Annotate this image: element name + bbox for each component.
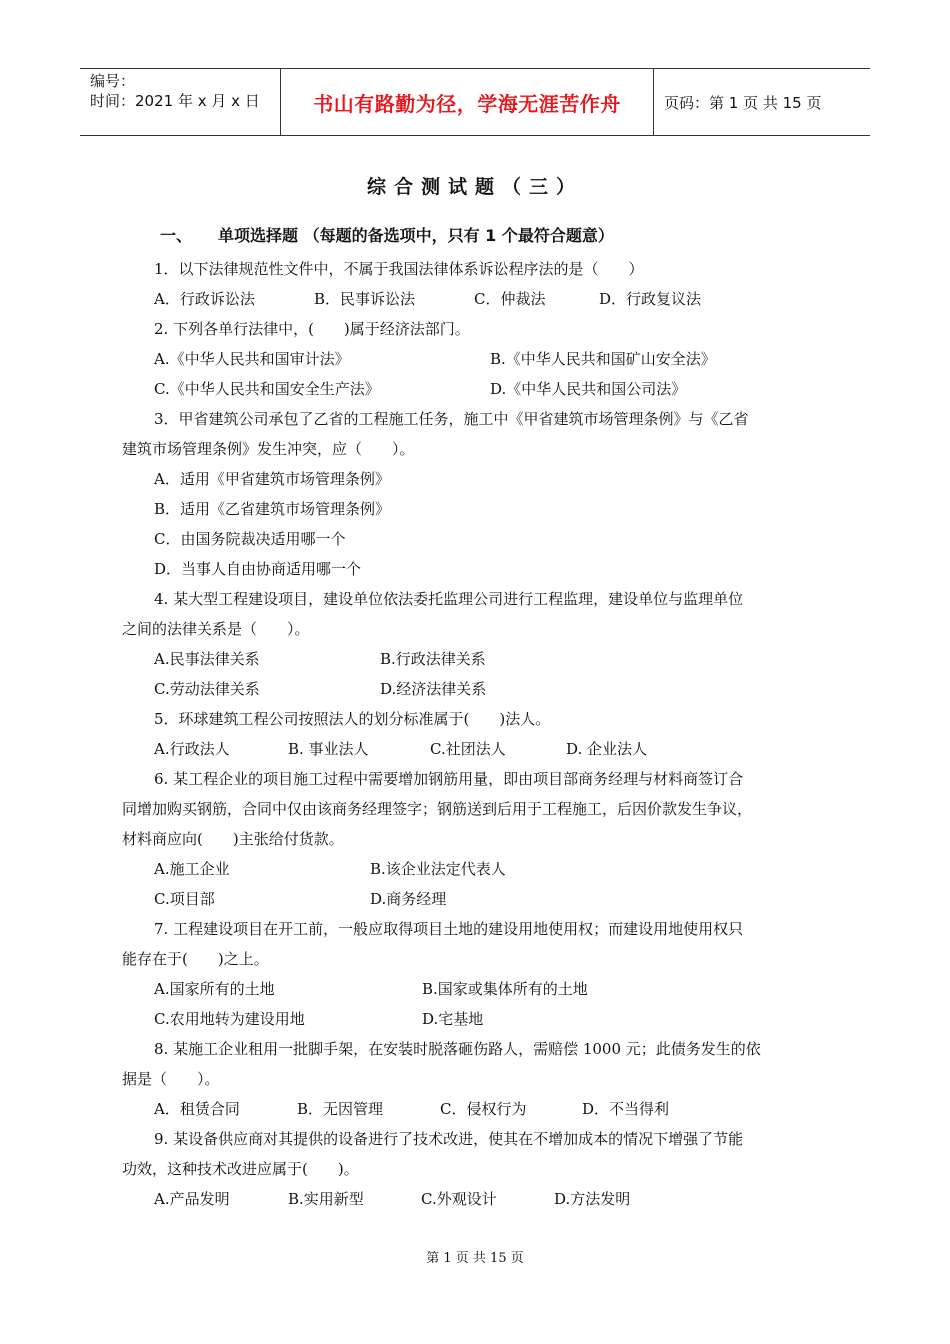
option: D.宅基地	[422, 1010, 484, 1028]
question-9-stem: 功效，这种技术改进应属于( )。	[122, 1160, 359, 1178]
question-3-stem: 建筑市场管理条例》发生冲突，应（ ）。	[122, 440, 415, 458]
question-7-options-row	[122, 1004, 832, 1034]
question-3-options-row	[122, 524, 832, 554]
question-1-options-row	[122, 284, 832, 314]
questions-list	[122, 254, 832, 1214]
question-9-options-row	[122, 1184, 832, 1214]
option: B.国家或集体所有的土地	[422, 980, 588, 998]
option: C．侵权行为	[440, 1100, 527, 1118]
option: B.行政法律关系	[380, 650, 486, 668]
question-8-options-row	[122, 1094, 832, 1124]
question-4-stem: 4. 某大型工程建设项目，建设单位依法委托监理公司进行工程监理，建设单位与监理单位	[154, 590, 744, 608]
question-1-stem: 1．以下法律规范性文件中，不属于我国法律体系诉讼程序法的是（ ）	[154, 260, 644, 278]
question-8-stem: 8. 某施工企业租用一批脚手架，在安装时脱落砸伤路人，需赔偿 1000 元；此债务发生的依	[154, 1040, 761, 1058]
header-motto: 书山有路勤为径，学海无涯苦作舟	[280, 69, 654, 135]
option: C.外观设计	[421, 1190, 497, 1208]
section-number: 一、	[160, 226, 193, 245]
question-8-stem: 据是（ ）。	[122, 1070, 220, 1088]
option: D.商务经理	[370, 890, 447, 908]
question-5-stem: 5．环球建筑工程公司按照法人的划分标准属于( )法人。	[154, 710, 551, 728]
question-6-stem: 6. 某工程企业的项目施工过程中需要增加钢筋用量，即由项目部商务经理与材料商签订合	[154, 770, 744, 788]
option: D.经济法律关系	[380, 680, 487, 698]
option: A．行政诉讼法	[154, 290, 255, 308]
question-4-stem: 之间的法律关系是（ ）。	[122, 620, 310, 638]
header-table	[80, 68, 870, 136]
option: A.施工企业	[154, 860, 230, 878]
option: B．无因管理	[297, 1100, 384, 1118]
option: B.实用新型	[288, 1190, 364, 1208]
option: C.社团法人	[430, 740, 506, 758]
option: A.产品发明	[154, 1190, 230, 1208]
question-5-options-row	[122, 734, 832, 764]
option: B．适用《乙省建筑市场管理条例》	[154, 500, 391, 518]
option: A.行政法人	[154, 740, 230, 758]
option: A.民事法律关系	[154, 650, 260, 668]
option: C．由国务院裁决适用哪一个	[154, 530, 346, 548]
question-3-options-row	[122, 494, 832, 524]
question-9-stem: 9. 某设备供应商对其提供的设备进行了技术改进，使其在不增加成本的情况下增强了节能	[154, 1130, 744, 1148]
option: D.方法发明	[554, 1190, 631, 1208]
question-7-stem: 7. 工程建设项目在开工前，一般应取得项目土地的建设用地使用权；而建设用地使用权只	[154, 920, 744, 938]
option: A．租赁合同	[154, 1100, 240, 1118]
option: D. 企业法人	[566, 740, 648, 758]
question-4-options-row	[122, 644, 832, 674]
option: D.《中华人民共和国公司法》	[490, 380, 687, 398]
option: B．民事诉讼法	[314, 290, 416, 308]
option: C.《中华人民共和国安全生产法》	[154, 380, 380, 398]
question-7-stem: 能存在于( )之上。	[122, 950, 269, 968]
page-footer: 第 1 页 共 15 页	[426, 1251, 524, 1266]
section-text: 单项选择题 （每题的备选项中，只有 1 个最符合题意）	[218, 226, 614, 245]
option: C.项目部	[154, 890, 215, 908]
option: A.国家所有的土地	[154, 980, 275, 998]
question-3-stem: 3．甲省建筑公司承包了乙省的工程施工任务，施工中《甲省建筑市场管理条例》与《乙省	[154, 410, 749, 428]
question-7-options-row	[122, 974, 832, 1004]
question-4-options-row	[122, 674, 832, 704]
header-meta	[80, 69, 280, 135]
header-page-label: 页码：第 1 页 共 15 页	[664, 93, 822, 112]
number-label: 编号：	[90, 72, 136, 90]
question-2-options-row	[122, 344, 832, 374]
option: C.劳动法律关系	[154, 680, 260, 698]
question-3-options-row	[122, 554, 832, 584]
time-label: 时间：2021 年 x 月 x 日	[90, 92, 260, 110]
option: D．不当得利	[582, 1100, 670, 1118]
option: B. 事业法人	[288, 740, 369, 758]
option: B.该企业法定代表人	[370, 860, 506, 878]
question-2-stem: 2. 下列各单行法律中，( )属于经济法部门。	[154, 320, 470, 338]
option: C．仲裁法	[474, 290, 546, 308]
option: B.《中华人民共和国矿山安全法》	[490, 350, 716, 368]
question-6-stem: 材料商应向( )主张给付货款。	[122, 830, 344, 848]
option: A．适用《甲省建筑市场管理条例》	[154, 470, 390, 488]
question-2-options-row	[122, 374, 832, 404]
section-heading	[160, 223, 614, 246]
option: D．行政复议法	[599, 290, 702, 308]
question-6-stem: 同增加购买钢筋，合同中仅由该商务经理签字；钢筋送到后用于工程施工，后因价款发生争议，	[122, 800, 753, 818]
question-6-options-row	[122, 854, 832, 884]
question-6-options-row	[122, 884, 832, 914]
page-title: 综合测试题（三）	[366, 176, 583, 198]
option: D．当事人自由协商适用哪一个	[154, 560, 362, 578]
question-3-options-row	[122, 464, 832, 494]
option: C.农用地转为建设用地	[154, 1010, 305, 1028]
option: A.《中华人民共和国审计法》	[154, 350, 350, 368]
